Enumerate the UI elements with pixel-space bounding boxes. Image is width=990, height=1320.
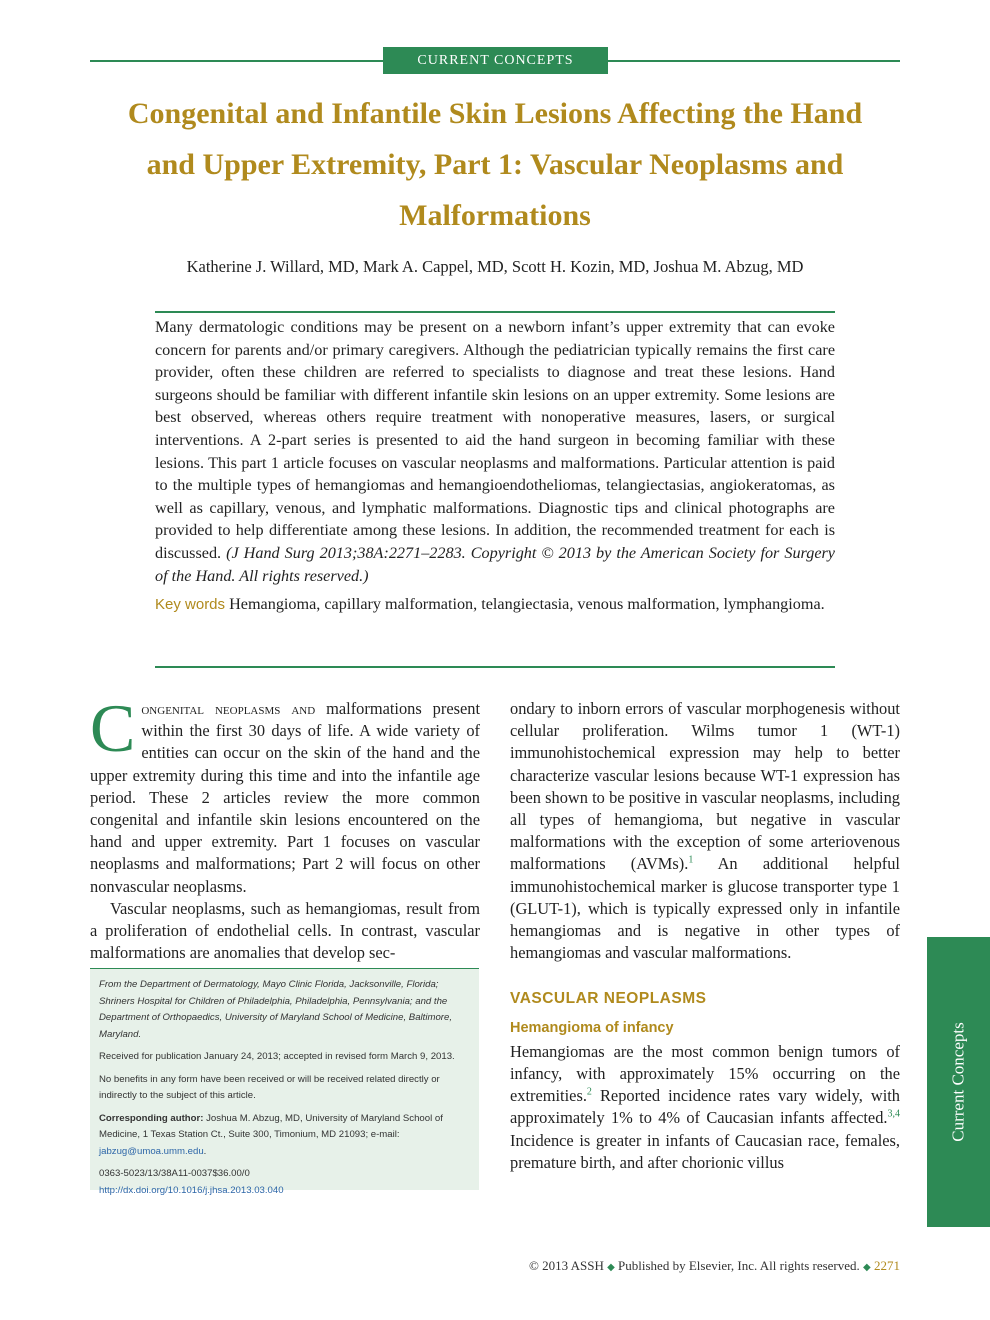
vascular-paragraph: Vascular neoplasms, such as hemangiomas, result from a proliferation of endothelial cells. In contrast, vascular malformations are anomalies that develop sec- bbox=[90, 898, 480, 963]
page-number: 2271 bbox=[874, 1258, 900, 1273]
abstract-rule-bottom bbox=[155, 666, 835, 668]
footer-copyright: © 2013 ASSH bbox=[528, 1258, 604, 1273]
section-band: CURRENT CONCEPTS bbox=[383, 47, 608, 74]
subsection-heading: Hemangioma of infancy bbox=[510, 1019, 674, 1036]
hemangioma-text-b: Reported incidence rates vary widely, with approximately 1% to 4% of Caucasian infants affected. bbox=[510, 1086, 900, 1128]
corr-text: Joshua M. Abzug, MD, University of Maryland School of Medicine, 1 Texas Station Ct., Suite 300, Timonium, MD 21093; e-mail: bbox=[99, 1112, 443, 1140]
glut1-text: An additional helpful immunohistochemical marker is glucose transporter type 1 (GLUT-1), which is typically expressed only in infantile hemangiomas and is negative in other types of hemangiomas and vascular malformations. bbox=[510, 854, 900, 963]
issn: 0363-5023/13/38A11-0037$36.00/0 bbox=[99, 1168, 250, 1179]
doi-link[interactable]: http://dx.doi.org/10.1016/j.jhsa.2013.03.040 bbox=[99, 1184, 284, 1196]
abstract bbox=[155, 316, 835, 617]
corresponding-author: Corresponding author: Joshua M. Abzug, MD, University of Maryland School of Medicine, 1 Texas Station Ct., Suite 300, Timonium, MD 21093; e-mail: jabzug@umoa.umm.edu. bbox=[99, 1112, 443, 1157]
right-column bbox=[510, 698, 900, 1174]
reference-1[interactable]: 1 bbox=[688, 854, 694, 866]
lead-smallcaps: ongenital neoplasms and bbox=[141, 699, 316, 718]
corr-label: Corresponding author: bbox=[99, 1112, 204, 1124]
keywords-label: Key words bbox=[155, 596, 226, 614]
left-column bbox=[90, 690, 480, 964]
section-heading: VASCULAR NEOPLASMS bbox=[510, 990, 707, 1008]
side-tab-label: Current Concepts bbox=[948, 1022, 968, 1142]
article-info-box bbox=[90, 968, 479, 1196]
page-footer bbox=[529, 1258, 900, 1274]
article-title: Congenital and Infantile Skin Lesions Affecting the Hand and Upper Extremity, Part 1: Vascular Neoplasms and Malformations bbox=[127, 97, 863, 232]
author-list: Katherine J. Willard, MD, Mark A. Cappel, MD, Scott H. Kozin, MD, Joshua M. Abzug, MD bbox=[186, 257, 804, 276]
affiliation: From the Department of Dermatology, Mayo Clinic Florida, Jacksonville, Florida; Shriners Hospital for Children of Philadelphia, Philadelphia, Pennsylvania; and the Department of Orthopaedics, University of Maryland School of Medicine, Baltimore, Maryland. bbox=[99, 979, 452, 1040]
hemangioma-text-a: Hemangiomas are the most common benign tumors of infancy, with approximately 15% occurring on the extremities. bbox=[510, 1041, 900, 1106]
intro-paragraph: malformations present within the first 30 days of life. A wide variety of entities can occur on the skin of the hand and the upper extremity during this time and into the infantile age period. These 2 articles review the more common congenital and infantile skin lesions encountered on the hand and upper extremity. Part 1 focuses on vascular neoplasms and malformations; Part 2 will focus on other nonvascular neoplasms. bbox=[90, 699, 480, 896]
email-link[interactable]: jabzug@umoa.umm.edu bbox=[99, 1145, 204, 1157]
keywords: Hemangioma, capillary malformation, telangiectasia, venous malformation, lymphangioma. bbox=[229, 595, 825, 614]
reference-2[interactable]: 2 bbox=[586, 1086, 592, 1098]
received-dates: Received for publication January 24, 2013; accepted in revised form March 9, 2013. bbox=[99, 1051, 455, 1062]
drop-cap: C bbox=[90, 690, 136, 766]
bullet-icon: ◆ bbox=[863, 1262, 871, 1273]
bullet-icon: ◆ bbox=[607, 1262, 615, 1273]
footer-publisher: Published by Elsevier, Inc. All rights reserved. bbox=[618, 1258, 860, 1273]
reference-3-4[interactable]: 3,4 bbox=[887, 1108, 900, 1120]
abstract-rule-top bbox=[155, 311, 835, 313]
abstract-citation: (J Hand Surg 2013;38A:2271–2283. Copyright © 2013 by the American Society for Surgery of the Hand. All rights reserved.) bbox=[155, 543, 835, 585]
benefits-statement: No benefits in any form have been received or will be received related directly or indirectly to the subject of this article. bbox=[99, 1073, 440, 1101]
abstract-body: Many dermatologic conditions may be present on a newborn infant’s upper extremity that can evoke concern for parents and/or primary caregivers. Although the pediatrician typically remains the first care provider, often these children are referred to specialists to diagnose and treat these lesions. Hand surgeons should be familiar with different infantile skin lesions on an upper extremity. Some lesions are best observed, whereas others require treatment with nonoperative measures, lasers, or surgical interventions. A 2-part series is presented to aid the hand surgeon in becoming familiar with these lesions. This part 1 article focuses on vascular neoplasms and malformations. Particular attention is paid to the multiple types of hemangiomas and hemangioendotheliomas, telangiectasias, angiokeratomas, as well as capillary, venous, and lymphatic malformations. Diagnostic tips and clinical photographs are provided to help differentiate among these lesions. In addition, the recommended treatment for each is discussed. bbox=[155, 318, 835, 562]
wt1-text: ondary to inborn errors of vascular morphogenesis without cellular proliferation. Wilms tumor 1 (WT-1) immunohistochemical expression may help to better characterize vascular lesions because WT-1 expression has been shown to be positive in vascular neoplasms, including all types of hemangioma, but negative in vascular malformations with the exception of some arteriovenous malformations (AVMs). bbox=[510, 699, 900, 874]
hemangioma-text-c: Incidence is greater in infants of Caucasian race, females, premature birth, and after chorionic villus bbox=[510, 1130, 900, 1172]
side-tab-label-wrap bbox=[927, 937, 990, 1227]
identifiers bbox=[99, 1166, 470, 1199]
